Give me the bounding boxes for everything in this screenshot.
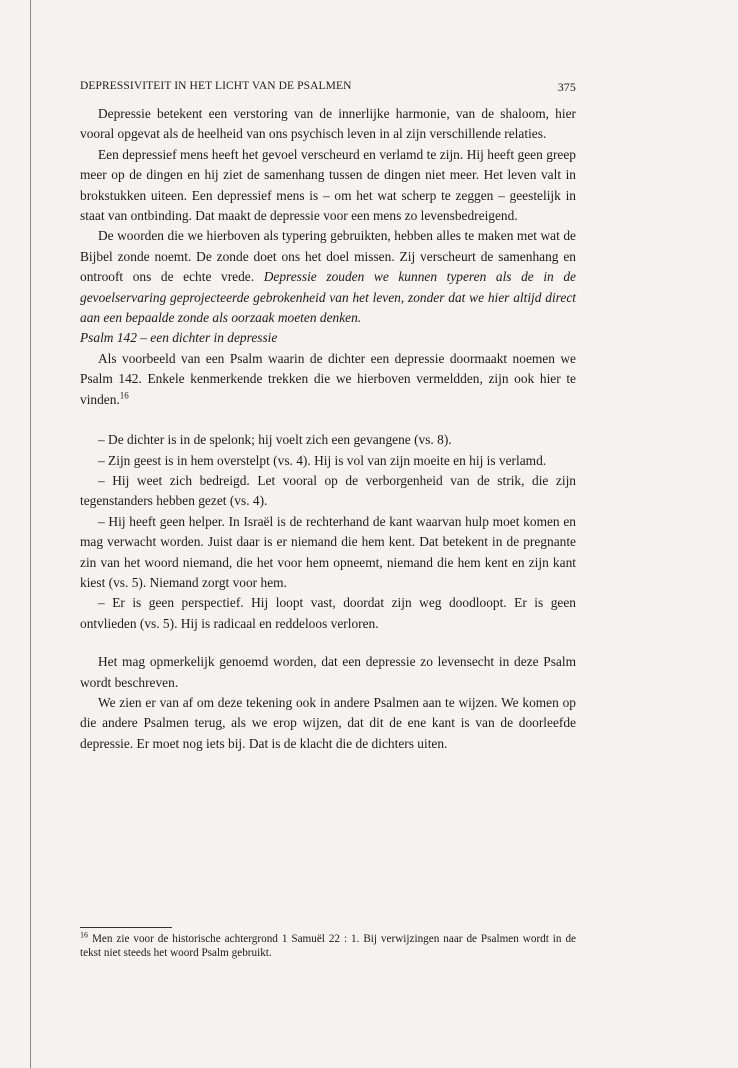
list-item: – Er is geen perspectief. Hij loopt vast, doordat zijn weg doodloopt. Er is geen ontvlieden (vs. 5). Hij is radicaal en reddeloos verloren. <box>80 595 576 631</box>
list-item: – De dichter is in de spelonk; hij voelt zich een gevangene (vs. 8). <box>98 432 452 448</box>
paragraph-5: Het mag opmerkelijk genoemd worden, dat een depressie zo levensecht in deze Psalm wordt beschreven. <box>80 654 576 690</box>
paragraph-2: Een depressief mens heeft het gevoel verscheurd en verlamd te zijn. Hij heeft geen greep meer op de dingen en hij ziet de samenhang tussen de dingen niet meer. Het leven valt in brokstukken uiteen. Een depressief mens is – om het wat scherp te zeggen – geestelijk in staat van ontbinding. Dat maakt de depressie voor een mens zo levensbedreigend. <box>80 146 576 224</box>
paragraph-3-italic: Depressie zouden we kunnen typeren als de in de gevoelservaring geprojecteerde gebrokenheid van het leven, zonder dat we hier altijd direct aan een bepaalde zonde als oorzaak moeten denken. <box>80 269 576 326</box>
spacer <box>80 634 576 652</box>
page-edge-line <box>30 0 31 1068</box>
footnote-rule <box>80 927 172 928</box>
paragraph-3-text: De woorden die we hierboven als typering gebruikten, hebben alles te maken met wat de Bijbel zonde noemt. De zonde doet ons het doel missen. Zij verscheurt de samenhang en ontrooft ons de echte vrede. <box>80 228 576 285</box>
body-text <box>80 104 576 754</box>
running-title: DEPRESSIVITEIT IN HET LICHT VAN DE PSALMEN <box>80 80 352 92</box>
footnote-number: 16 <box>80 930 88 940</box>
paragraph-4-text: Als voorbeeld van een Psalm waarin de dichter een depressie doormaakt noemen we Psalm 142. Enkele kenmerkende trekken die we hierboven vermeldden, zijn ook hier te vinden. <box>80 350 576 407</box>
list-item: – Hij heeft geen helper. In Israël is de rechterhand de kant waarvan hulp moet komen en mag verwacht worden. Juist daar is er niemand die hem kent. Dat betekent in de pregnante zin van het woord niemand, die het voor hem opneemt, niemand die hem kent en zijn kant kiest (vs. 5). Niemand zorgt voor hem. <box>80 513 576 590</box>
footnote-ref: 16 <box>119 390 129 401</box>
footnote <box>80 932 576 960</box>
footnote-text: Men zie voor de historische achtergrond 1 Samuël 22 : 1. Bij verwijzingen naar de Psalmen wordt in de tekst niet steeds het woord Psalm gebruikt. <box>80 933 576 959</box>
paragraph-1: Depressie betekent een verstoring van de innerlijke harmonie, van de shaloom, hier vooral opgevat als de heelheid van ons psychisch leven in al zijn verschillende relaties. <box>80 106 576 142</box>
paragraph-4 <box>80 349 576 410</box>
paragraph-6: We zien er van af om deze tekening ook in andere Psalmen aan te wijzen. We komen op die andere Psalmen terug, als we erop wijzen, dat dit de ene kant is van de doorleefde depressie. Er moet nog iets bij. Dat is de klacht die de dichters uiten. <box>80 694 576 751</box>
section-heading: Psalm 142 – een dichter in depressie <box>80 330 278 346</box>
page-number: 375 <box>557 80 576 94</box>
trait-list <box>80 430 576 634</box>
list-item: – Hij weet zich bedreigd. Let vooral op de verborgenheid van de strik, die zijn tegenstanders hebben gezet (vs. 4). <box>80 472 576 509</box>
paragraph-3 <box>80 226 576 328</box>
list-item: – Zijn geest is in hem overstelpt (vs. 4). Hij is vol van zijn moeite en hij is verlamd. <box>98 452 547 468</box>
